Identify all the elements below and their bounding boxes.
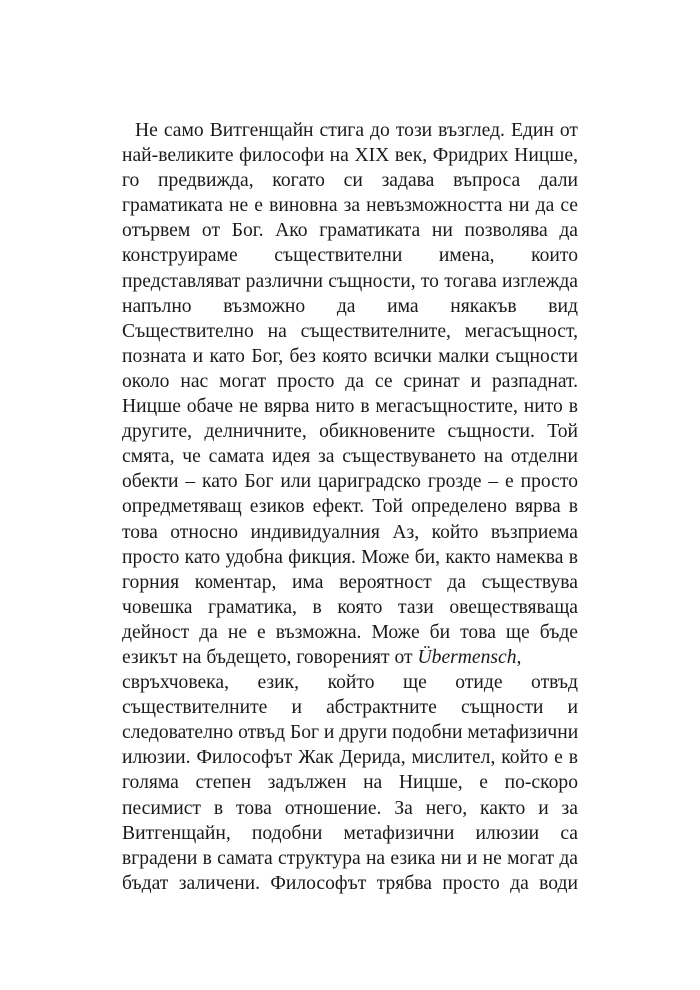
text-segment: езикът на бъдещето, говореният от	[122, 646, 418, 668]
text-line: опредметяващ езиков ефект. Той определено вярва в	[122, 496, 578, 518]
body-paragraph	[122, 118, 578, 896]
text-line: бъдат заличени. Философът трябва просто да води	[122, 872, 578, 894]
text-line: вградени в самата структура на езика ни и не могат да	[122, 847, 578, 869]
text-line: илюзии. Философът Жак Дерида, мислител, който е в	[122, 747, 578, 769]
text-line: позната и като Бог, без която всички малки същности	[122, 345, 578, 367]
text-line: песимист в това отношение. За него, както и за	[122, 797, 578, 819]
text-line: напълно възможно да има някакъв вид	[122, 295, 578, 317]
text-line: човешка граматика, в която тази овеществяваща	[122, 596, 578, 618]
text-line: Не само Витгенщайн стига до този възглед. Един от	[135, 120, 578, 141]
italic-term: Übermensch	[417, 646, 517, 668]
text-line: граматиката не е виновна за невъзможността ни да се	[122, 195, 578, 217]
text-line: най-великите философи на XIX век, Фридрих Ницше,	[122, 145, 578, 167]
text-line: обекти – като Бог или цариградско грозде – е просто	[122, 471, 578, 493]
text-line: Съществително на съществителните, мегасъщност,	[122, 320, 578, 342]
text-line: представляват различни същности, то тогава изглежда	[122, 270, 578, 292]
text-line: съществителните и абстрактните същности и	[122, 697, 578, 719]
text-line: следователно отвъд Бог и други подобни метафизични	[122, 722, 578, 744]
text-line	[122, 645, 578, 670]
text-line: конструираме съществителни имена, които	[122, 245, 578, 267]
text-line: дейност да не е възможна. Може би това ще бъде	[122, 621, 578, 643]
text-line: просто като удобна фикция. Може би, както намеква в	[122, 546, 578, 568]
text-line: горния коментар, има вероятност да съществува	[122, 571, 578, 593]
text-line: отървем от Бог. Ако граматиката ни позволява да	[122, 220, 578, 242]
text-line: Ницше обаче не вярва нито в мегасъщностите, нито в	[122, 396, 578, 418]
text-line: голяма степен задължен на Ницше, е по-скоро	[122, 772, 578, 794]
text-line: смята, че самата идея за съществуването на отделни	[122, 446, 578, 468]
text-line: това относно индивидуалния Аз, който възприема	[122, 521, 578, 543]
text-segment: ,	[516, 646, 522, 668]
text-line: го предвижда, когато си задава въпроса дали	[122, 170, 578, 192]
text-line: около нас могат просто да се сринат и разпаднат.	[122, 370, 578, 392]
text-line: Витгенщайн, подобни метафизични илюзии са	[122, 822, 578, 844]
text-line: свръхчовека, език, който ще отиде отвъд	[122, 672, 578, 694]
text-line: другите, делничните, обикновените същности. Той	[122, 421, 578, 443]
